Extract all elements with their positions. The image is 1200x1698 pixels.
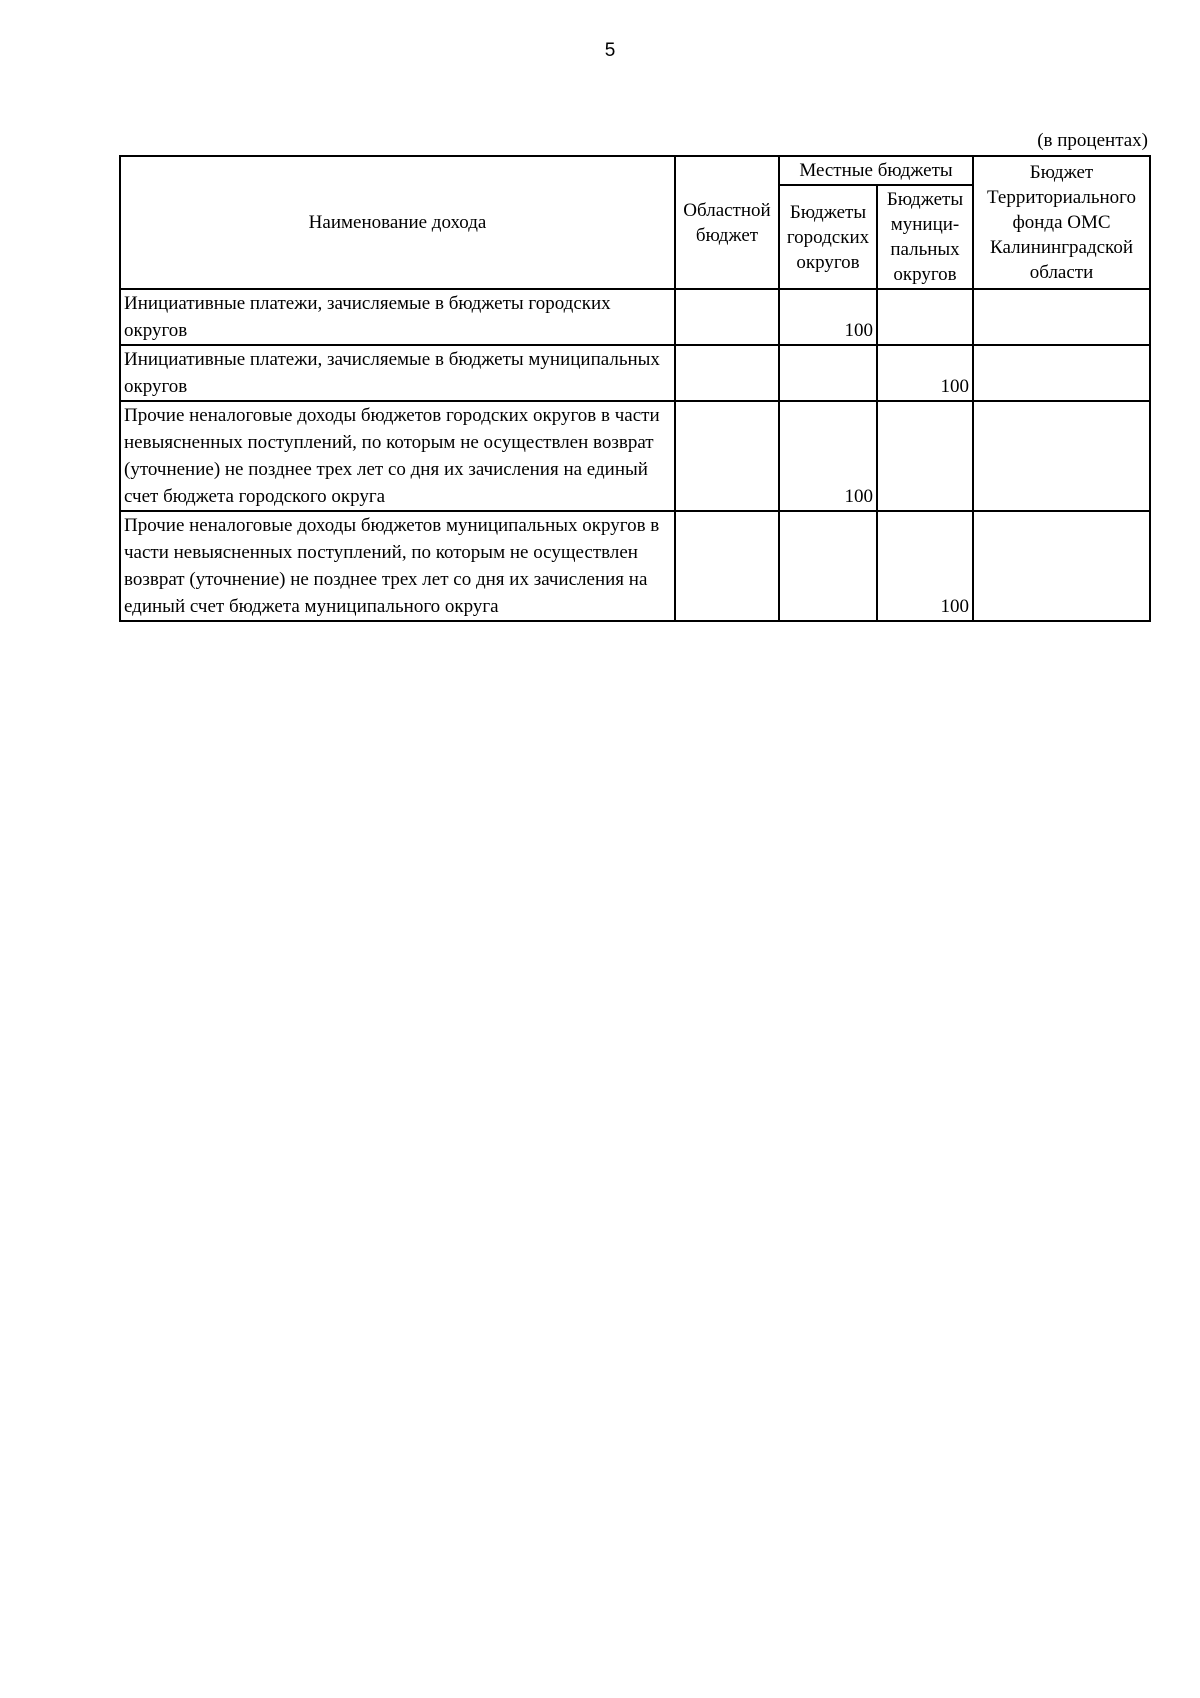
city-districts-value-cell xyxy=(779,511,877,621)
units-note: (в процентах) xyxy=(1037,130,1148,151)
table-row xyxy=(120,511,1150,621)
header-municipal-districts: Бюджеты муници-пальных округов xyxy=(877,185,973,289)
oms-fund-value-cell xyxy=(973,289,1150,345)
oms-fund-value-cell xyxy=(973,511,1150,621)
municipal-districts-value-cell: 100 xyxy=(877,345,973,401)
header-regional-budget: Областной бюджет xyxy=(675,156,779,289)
page-number: 5 xyxy=(604,40,616,61)
revenue-name-cell: Прочие неналоговые доходы бюджетов муниципальных округов в части невыясненных поступлений, по которым не осуществлен возврат (уточнение) не позднее трех лет со дня их зачисления на единый счет бюджета муниципального округа xyxy=(120,511,675,621)
oms-fund-value-cell xyxy=(973,401,1150,511)
revenue-distribution-table xyxy=(119,155,1151,622)
oms-fund-value-cell xyxy=(973,345,1150,401)
revenue-name-cell: Инициативные платежи, зачисляемые в бюджеты муниципальных округов xyxy=(120,345,675,401)
table-row xyxy=(120,401,1150,511)
municipal-districts-value-cell: 100 xyxy=(877,511,973,621)
regional-value-cell xyxy=(675,289,779,345)
table-row xyxy=(120,345,1150,401)
header-revenue-name: Наименование дохода xyxy=(120,156,675,289)
header-oms-fund-budget: Бюджет Территориального фонда ОМС Калининградской области xyxy=(973,156,1150,289)
municipal-districts-value-cell xyxy=(877,401,973,511)
city-districts-value-cell: 100 xyxy=(779,289,877,345)
regional-value-cell xyxy=(675,345,779,401)
regional-value-cell xyxy=(675,401,779,511)
revenue-name-cell: Инициативные платежи, зачисляемые в бюджеты городских округов xyxy=(120,289,675,345)
table-row xyxy=(120,289,1150,345)
city-districts-value-cell xyxy=(779,345,877,401)
city-districts-value-cell: 100 xyxy=(779,401,877,511)
header-city-districts: Бюджеты городских округов xyxy=(779,185,877,289)
revenue-name-cell: Прочие неналоговые доходы бюджетов городских округов в части невыясненных поступлений, по которым не осуществлен возврат (уточнение) не позднее трех лет со дня их зачисления на единый счет бюджета городского округа xyxy=(120,401,675,511)
regional-value-cell xyxy=(675,511,779,621)
header-local-budgets: Местные бюджеты xyxy=(779,156,973,185)
municipal-districts-value-cell xyxy=(877,289,973,345)
